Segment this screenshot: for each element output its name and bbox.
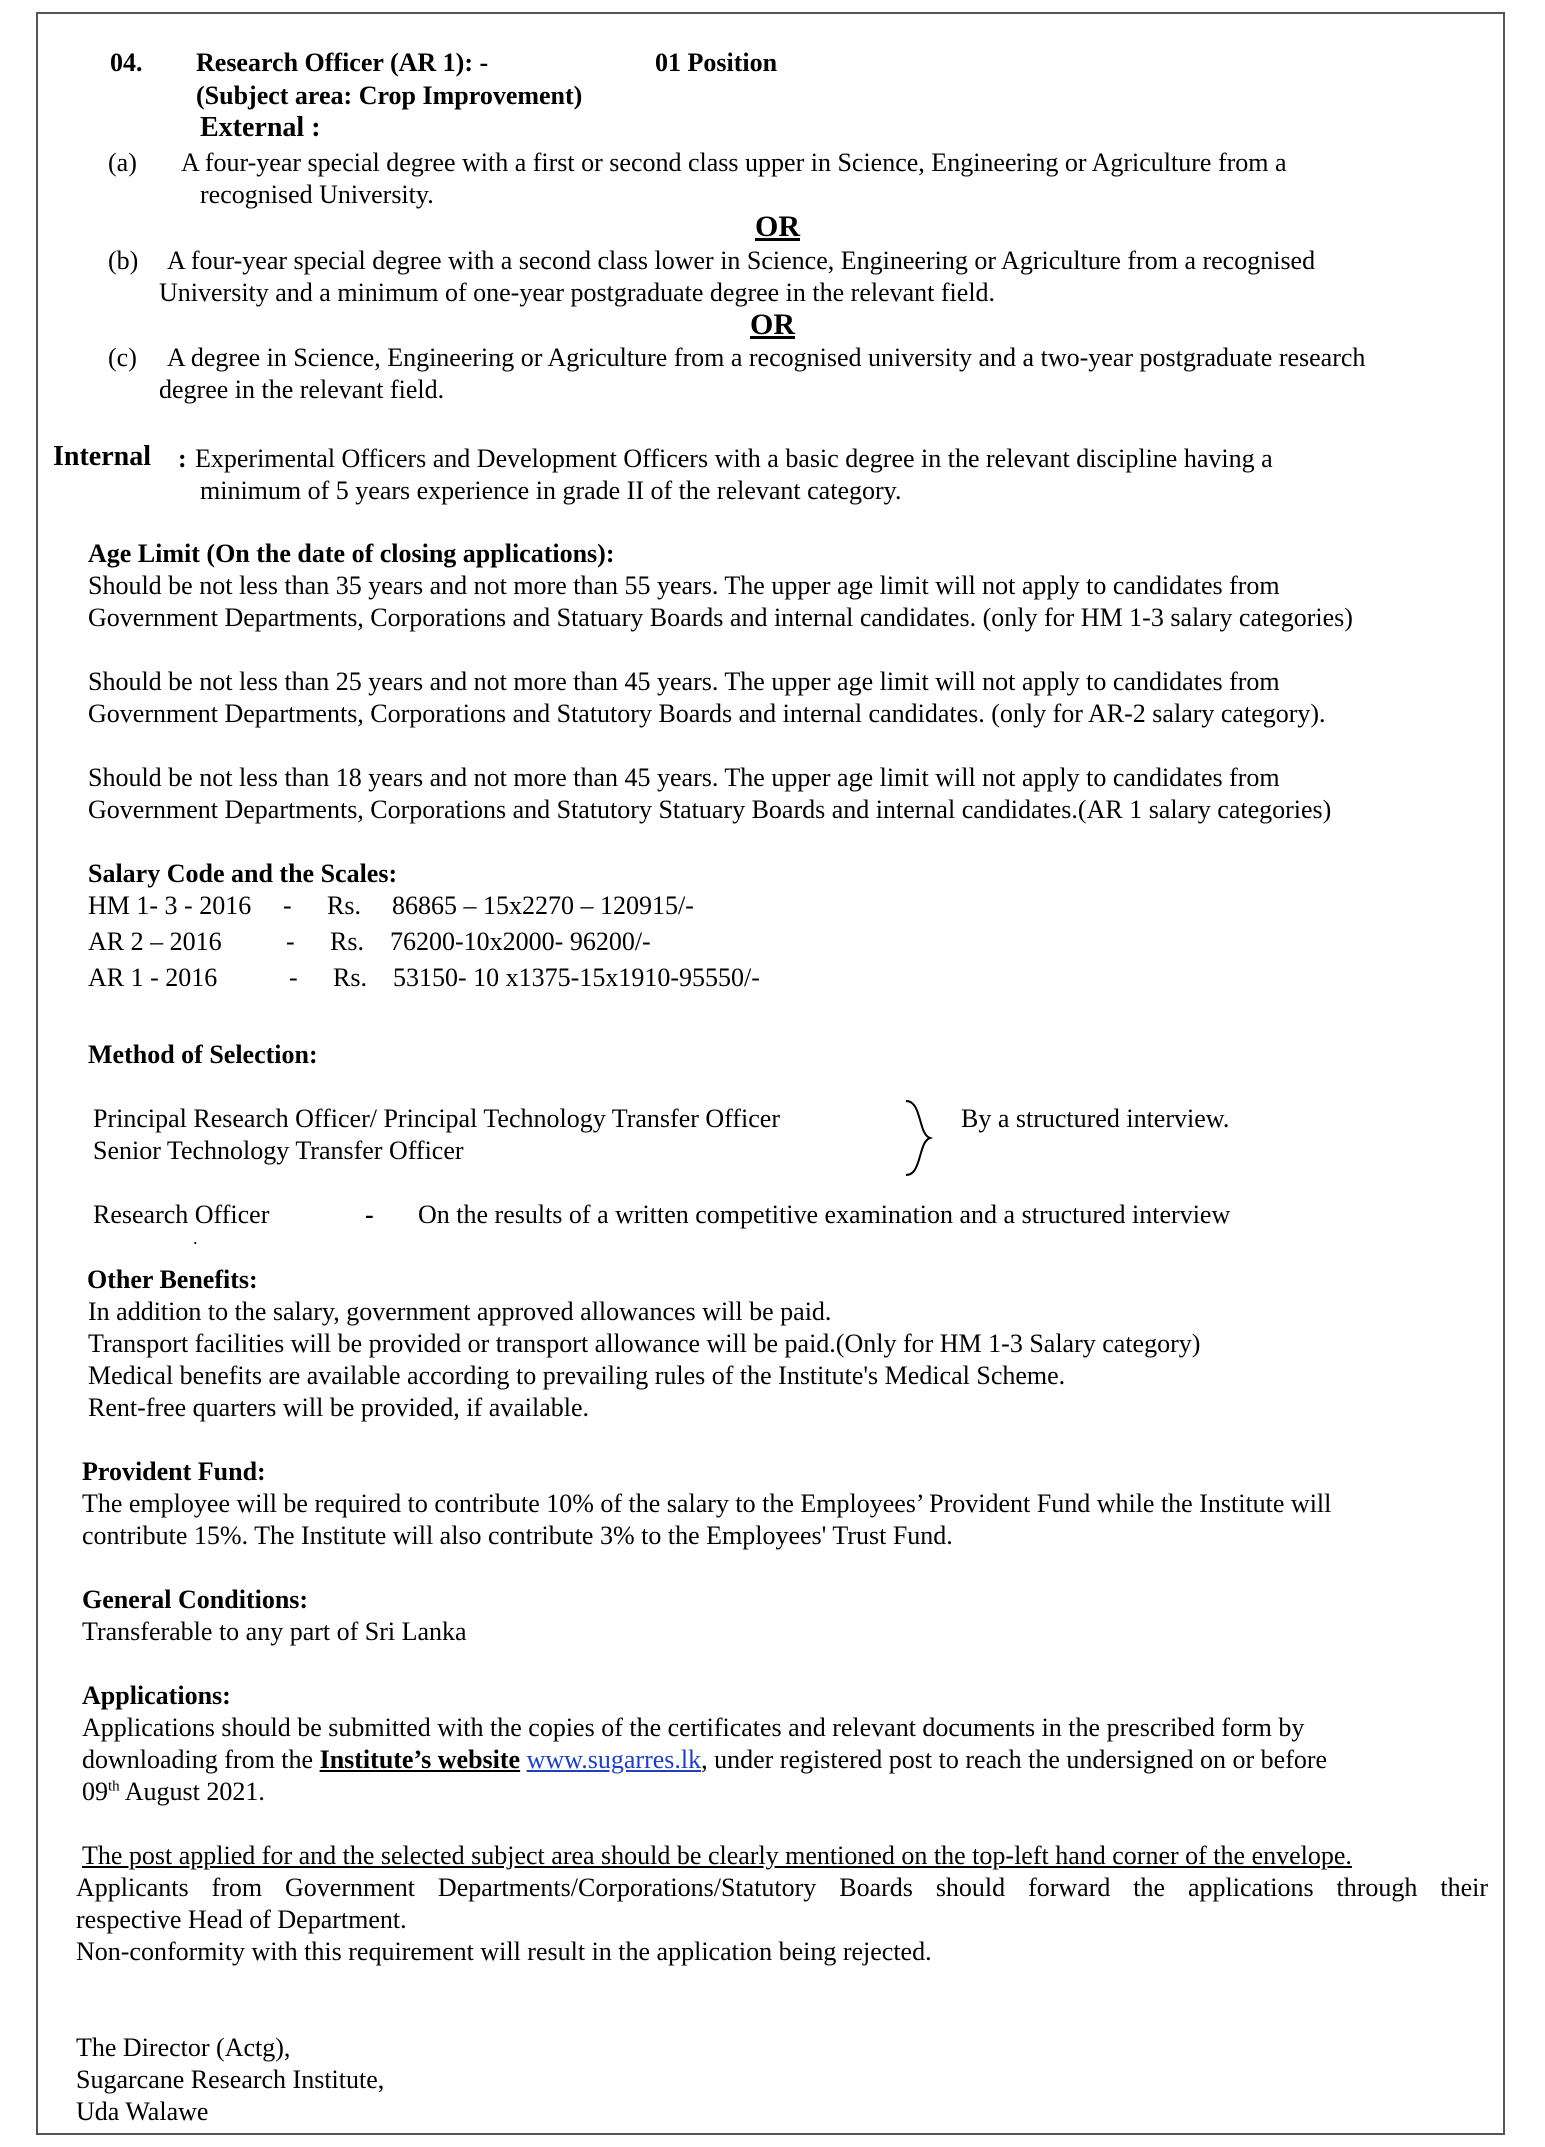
website-link[interactable]: www.sugarres.lk	[526, 1745, 702, 1774]
internal-line2: minimum of 5 years experience in grade II of the relevant category.	[200, 476, 902, 505]
selection-group-line1: Principal Research Officer/ Principal Technology Transfer Officer	[93, 1104, 780, 1133]
applications-heading: Applications:	[82, 1681, 231, 1710]
subject-area: (Subject area: Crop Improvement)	[196, 81, 583, 110]
selection-heading: Method of Selection:	[88, 1040, 318, 1069]
salary-row-3-rs: Rs.	[333, 963, 367, 992]
salary-row-1-rs: Rs.	[327, 891, 361, 920]
signature-line1: The Director (Actg),	[76, 2033, 291, 2062]
or-separator-2: OR	[750, 308, 795, 341]
position-count: 01 Position	[655, 48, 778, 77]
right-brace-icon	[900, 1098, 936, 1178]
item-c-line2: degree in the relevant field.	[159, 375, 445, 404]
institute-website-label: Institute’s website	[319, 1745, 521, 1774]
salary-row-2-code: AR 2 – 2016	[88, 927, 222, 956]
or-separator-1: OR	[755, 210, 800, 243]
position-title: Research Officer (AR 1): -	[196, 48, 489, 77]
selection-ro-label: Research Officer	[93, 1200, 270, 1229]
benefit-line-2: Transport facilities will be provided or transport allowance will be paid.(Only for HM 1-3 Salary category)	[88, 1329, 1201, 1358]
selection-ro-dash: -	[365, 1200, 374, 1229]
provident-heading: Provident Fund:	[82, 1457, 266, 1486]
closing-date-rest: August 2021.	[119, 1777, 265, 1806]
external-heading: External :	[200, 112, 321, 143]
age-limit-p1-line1: Should be not less than 35 years and not more than 55 years. The upper age limit will not apply to candidates from	[88, 571, 1280, 600]
provident-line2: contribute 15%. The Institute will also contribute 3% to the Employees' Trust Fund.	[82, 1521, 953, 1550]
conditions-line1: Transferable to any part of Sri Lanka	[82, 1617, 467, 1646]
item-a-line1: A four-year special degree with a first or second class upper in Science, Engineering or Agriculture from a	[181, 148, 1287, 177]
salary-row-1-dash: -	[283, 891, 292, 920]
internal-line1: Experimental Officers and Development Officers with a basic degree in the relevant discipline having a	[195, 444, 1273, 473]
provident-line1: The employee will be required to contribute 10% of the salary to the Employees’ Provident Fund while the Institute will	[82, 1489, 1332, 1518]
nonconformity-note: Non-conformity with this requirement will result in the application being rejected.	[76, 1937, 932, 1966]
government-applicants-line1: Applicants from Government Departments/Corporations/Statutory Boards should forward the applications through their	[76, 1873, 1488, 1902]
item-a-line2: recognised University.	[200, 180, 434, 209]
position-number: 04.	[110, 48, 143, 77]
item-b-line1: A four-year special degree with a second class lower in Science, Engineering or Agriculture from a recognised	[167, 246, 1316, 275]
age-limit-p3-line1: Should be not less than 18 years and not more than 45 years. The upper age limit will not apply to candidates from	[88, 763, 1280, 792]
age-limit-p3-line2: Government Departments, Corporations and Statutory Statuary Boards and internal candidates.(AR 1 salary categories)	[88, 795, 1332, 824]
selection-group-method: By a structured interview.	[961, 1104, 1230, 1133]
selection-group-line2: Senior Technology Transfer Officer	[93, 1136, 464, 1165]
stray-dot: .	[193, 1228, 198, 1248]
benefit-line-4: Rent-free quarters will be provided, if available.	[88, 1393, 590, 1422]
government-applicants-line2: respective Head of Department.	[76, 1905, 407, 1934]
closing-date-day: 09	[82, 1777, 108, 1806]
salary-row-1-scale: 86865 – 15x2270 – 120915/-	[392, 891, 694, 920]
age-limit-p1-line2: Government Departments, Corporations and Statuary Boards and internal candidates. (only for HM 1-3 salary categories)	[88, 603, 1353, 632]
item-b-label: (b)	[108, 246, 139, 275]
item-b-line2: University and a minimum of one-year postgraduate degree in the relevant field.	[159, 278, 996, 307]
signature-line2: Sugarcane Research Institute,	[76, 2065, 385, 2094]
benefit-line-1: In addition to the salary, government approved allowances will be paid.	[88, 1297, 832, 1326]
applications-line2	[82, 1744, 1327, 1776]
applications-line2-pre: downloading from the	[82, 1745, 320, 1774]
selection-ro-method: On the results of a written competitive examination and a structured interview	[418, 1200, 1231, 1229]
age-limit-heading: Age Limit (On the date of closing applications):	[88, 539, 615, 568]
internal-colon: :	[178, 444, 187, 473]
salary-row-2-rs: Rs.	[330, 927, 364, 956]
salary-row-3-scale: 53150- 10 x1375-15x1910-95550/-	[393, 963, 760, 992]
closing-date	[82, 1776, 265, 1808]
item-a-label: (a)	[108, 148, 137, 177]
salary-heading: Salary Code and the Scales:	[88, 859, 398, 888]
salary-row-1-code: HM 1- 3 - 2016	[88, 891, 252, 920]
applications-line2-post: , under registered post to reach the undersigned on or before	[701, 1745, 1328, 1774]
conditions-heading: General Conditions:	[82, 1585, 309, 1614]
age-limit-p2-line2: Government Departments, Corporations and Statutory Boards and internal candidates. (only for AR-2 salary category).	[88, 699, 1326, 728]
applications-line1: Applications should be submitted with the copies of the certificates and relevant documents in the prescribed form by	[82, 1713, 1305, 1742]
closing-date-suffix: th	[108, 1778, 120, 1795]
age-limit-p2-line1: Should be not less than 25 years and not more than 45 years. The upper age limit will not apply to candidates from	[88, 667, 1280, 696]
salary-row-2-scale: 76200-10x2000- 96200/-	[390, 927, 651, 956]
salary-row-3-code: AR 1 - 2016	[88, 963, 218, 992]
item-c-line1: A degree in Science, Engineering or Agriculture from a recognised university and a two-year postgraduate research	[167, 343, 1366, 372]
envelope-instruction: The post applied for and the selected subject area should be clearly mentioned on the top-left hand corner of the envelope.	[82, 1841, 1352, 1870]
benefits-heading: Other Benefits:	[87, 1265, 258, 1294]
salary-row-3-dash: -	[289, 963, 298, 992]
benefit-line-3: Medical benefits are available according to prevailing rules of the Institute's Medical Scheme.	[88, 1361, 1066, 1390]
item-c-label: (c)	[108, 343, 137, 372]
salary-row-2-dash: -	[286, 927, 295, 956]
signature-line3: Uda Walawe	[76, 2097, 209, 2126]
internal-heading: Internal	[53, 441, 151, 472]
